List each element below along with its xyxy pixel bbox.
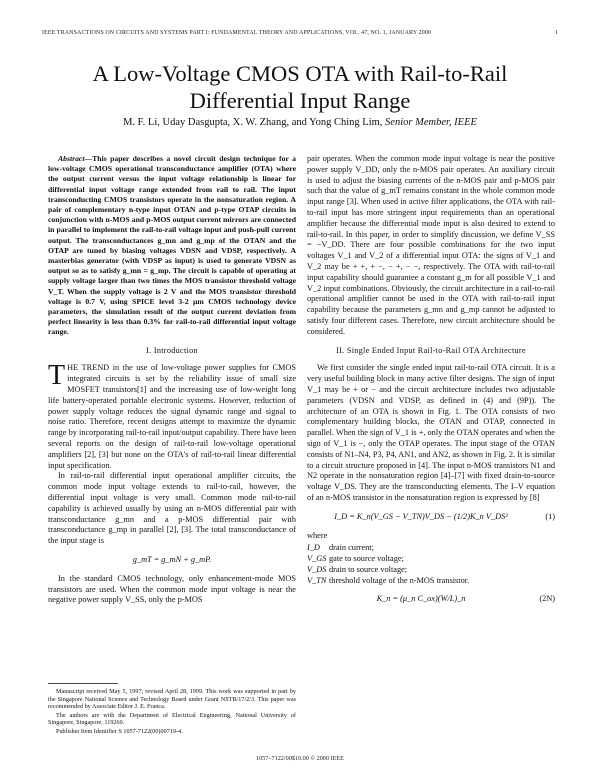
section-heading-introduction: I. Introduction	[146, 345, 198, 355]
footnote-manuscript: Manuscript received May 5, 1997; revised April 28, 1999. This work was supported in part by the Singapore National Science and Technology Board under Grant NSTB/17/2/3. This paper was recommended by Associate Editor J. E. Franca.	[48, 688, 296, 711]
right-column	[307, 154, 555, 613]
abstract-label: Abstract—	[58, 154, 93, 163]
where-label: where	[307, 530, 328, 540]
journal-header: IEEE TRANSACTIONS ON CIRCUITS AND SYSTEMS PART I: FUNDAMENTAL THEORY AND APPLICATIONS, VOL. 47, NO. 1, JANUARY 2000	[42, 30, 432, 36]
intro-paragraph-1-text: in the use of low-voltage power supplies for CMOS integrated circuits is set by the reliability issue of small size MOSFET transistors[1] and the increasing use of low-weight long life battery-operated portable electronic systems. However, reduction of power supply voltage reduces the signal dynamic range and signal to noise ratio. Therefore, recent designs attempt to maximize the dynamic range by incorporating rail-to-rail input/output capability. There have been several reports on the design of rail-to-rail low-voltage operational amplifiers [2], [3] but none on the OTA's of rail-to-rail linear differential input specification.	[48, 363, 297, 470]
title-line-2: Differential Input Range	[189, 88, 411, 113]
page-number: 1	[554, 30, 558, 36]
intro-lead-in: HE TREND	[67, 363, 110, 373]
footnote-affiliation: The authors are with the Department of Electrical Engineering, National University of Singapore, Singapore, 119260.	[48, 711, 296, 727]
author-names: M. F. Li, Uday Dasgupta, X. W. Zhang, and Yong Ching Lim,	[123, 117, 383, 128]
running-header	[42, 30, 558, 36]
drop-cap: T	[48, 360, 66, 392]
abstract	[48, 154, 296, 338]
equation-2n: K_n = (μ_n C_ox)(W/L)_n	[376, 594, 466, 604]
equation-1-row	[307, 512, 555, 523]
title-line-1: A Low-Voltage CMOS OTA with Rail-to-Rail	[92, 61, 508, 86]
footnote-publisher-id: Publisher Item Identifier S 1057-7122(00)00719-4.	[56, 727, 183, 735]
symbol-definition: V_DS drain to source voltage;	[307, 564, 408, 574]
architecture-paragraph-1: We first consider the single ended input rail-to-rail OTA circuit. It is a very useful building block in many active filter designs. The sign of input V_1 may be + or − and the circuit architecture includes two adjustable parameters (VDSN and VDSP, as defined in (4) and (9P)). The architecture of an OTA is shown in Fig. 1. The OTA consists of two complementary building blocks, the OTAN and OTAP, connected in parallel. When the sign of V_1 is +, only the OTAN operates and when the sign of V_1 is −, only the OTAP operates. The input stage of the OTAN consists of N1–N4, P3, P4, AN1, and AN2, as shown in Fig. 2. It is similar to a circuit structure proposed in [4]. The input n-MOS transistors N1 and N2 operate in the nonsaturation region [4]–[7] with fixed drain-to-source voltage V_DS. They are the transconducting elements. The I–V equation of an n-MOS transistor in the nonsaturation region is expressed by [8]	[307, 363, 555, 502]
equation-total-transconductance: g_mT = g_mN + g_mP.	[132, 555, 212, 564]
symbol-definition: V_TN threshold voltage of the n-MOS transistor.	[307, 575, 470, 585]
equation-2n-row	[307, 594, 555, 605]
section-heading-architecture: II. Single Ended Input Rail-to-Rail OTA Architecture	[336, 345, 526, 355]
author-role: Senior Member, IEEE	[385, 117, 477, 128]
author-line	[40, 117, 560, 128]
manuscript-footnote	[48, 688, 296, 737]
footnote-divider	[48, 683, 118, 684]
symbol-definition: V_GS gate to source voltage;	[307, 554, 404, 564]
copyright-footer: 1057–7122/00$10.00 © 2000 IEEE	[256, 755, 344, 762]
intro-paragraph-2: In rail-to-rail differential input operational amplifier circuits, the common mode input voltage extends to rail-to-rail, however, the differential input voltage is very small. Common mode rail-to-rail capability is achieved usually by using an n-MOS differential pair with transconductance g_mn and a p-MOS differential pair with transconductance g_mp in parallel [2], [3]. The total transconductance of the input stage is	[48, 471, 296, 546]
intro-paragraph-1	[48, 360, 297, 471]
equation-1: I_D = K_n(V_GS − V_TN)V_DS − (1/2)K_n V_DS²	[334, 511, 508, 521]
abstract-text: This paper describes a novel circuit design technique for a low-voltage CMOS operational transconductance amplifier (OTA) where the output current versus the input voltage relationship is linear for differential input voltage range extended from rail to rail. The input transconducting CMOS transistors operate in the nonsaturation region. A pair of complementary n-type input OTAN and p-type OTAP circuits in conjunction with n-MOS and p-MOS output current mirrors are connected in parallel to implement the rail-to-rail voltage input and push-pull current output. The transconductances g_mn and g_mp of the OTAN and the OTAP are tuned by biasing voltages VDSN and VDSP, respectively. A masterbias generator (with VDSP as input) is used to generate VDSN as output so as to satisfy g_mn = g_mp. The circuit is capable of operating at supply voltage larger than two times the MOS transistor threshold voltage V_T. When the supply voltage is 2 V and the MOS transistor threshold voltage is 0.7 V, using SPICE level 3-2 μm CMOS technology device parameters, the simulation result of the output current deviation from perfect linearity is less than 0.3% for rail-to-rail differential input voltage range.	[48, 154, 296, 337]
left-column	[48, 154, 296, 606]
symbol-definitions	[307, 543, 555, 586]
symbol-definition: I_D drain current;	[307, 543, 374, 553]
equation-1-number: (1)	[545, 511, 555, 521]
equation-2n-number: (2N)	[539, 594, 555, 604]
intro-continuation: pair operates. When the common mode input voltage is near the positive power supply V_DD, only the n-MOS pair operates. An auxiliary circuit is used to adjust the biasing currents of the n-MOS pair and p-MOS pair such that the value of g_mT remains constant in the whole common mode input range [3]. When used in active filter applications, the OTA with rail-to-rail input has more stringent input requirements than an operational amplifier because the differential mode input is also desired to extend to rail-to-rail. In this paper, in order to simplify discussion, we define V_SS = −V_DD. There are four possible combinations for the two input voltages V_1 and V_2 of a differential input OTA: the signs of V_1 and V_2 may be + +, + −, − +, − −, respectively. The OTA with rail-to-rail input capability should guarantee a constant g_m for all possible V_1 and V_2 input combinations. Obviously, the circuit architecture in a rail-to-rail operational amplifier cannot be used in the OTA with rail-to-rail input capability because the parameters g_mn and g_mp cannot be adjusted to satisfy four different cases. Therefore, new circuit architecture should be considered.	[307, 154, 555, 336]
intro-paragraph-3: In the standard CMOS technology, only enhancement-mode MOS transistors are used. When the common mode input voltage is near the negative power supply V_SS, only the p-MOS	[48, 573, 296, 605]
paper-title	[40, 60, 560, 114]
